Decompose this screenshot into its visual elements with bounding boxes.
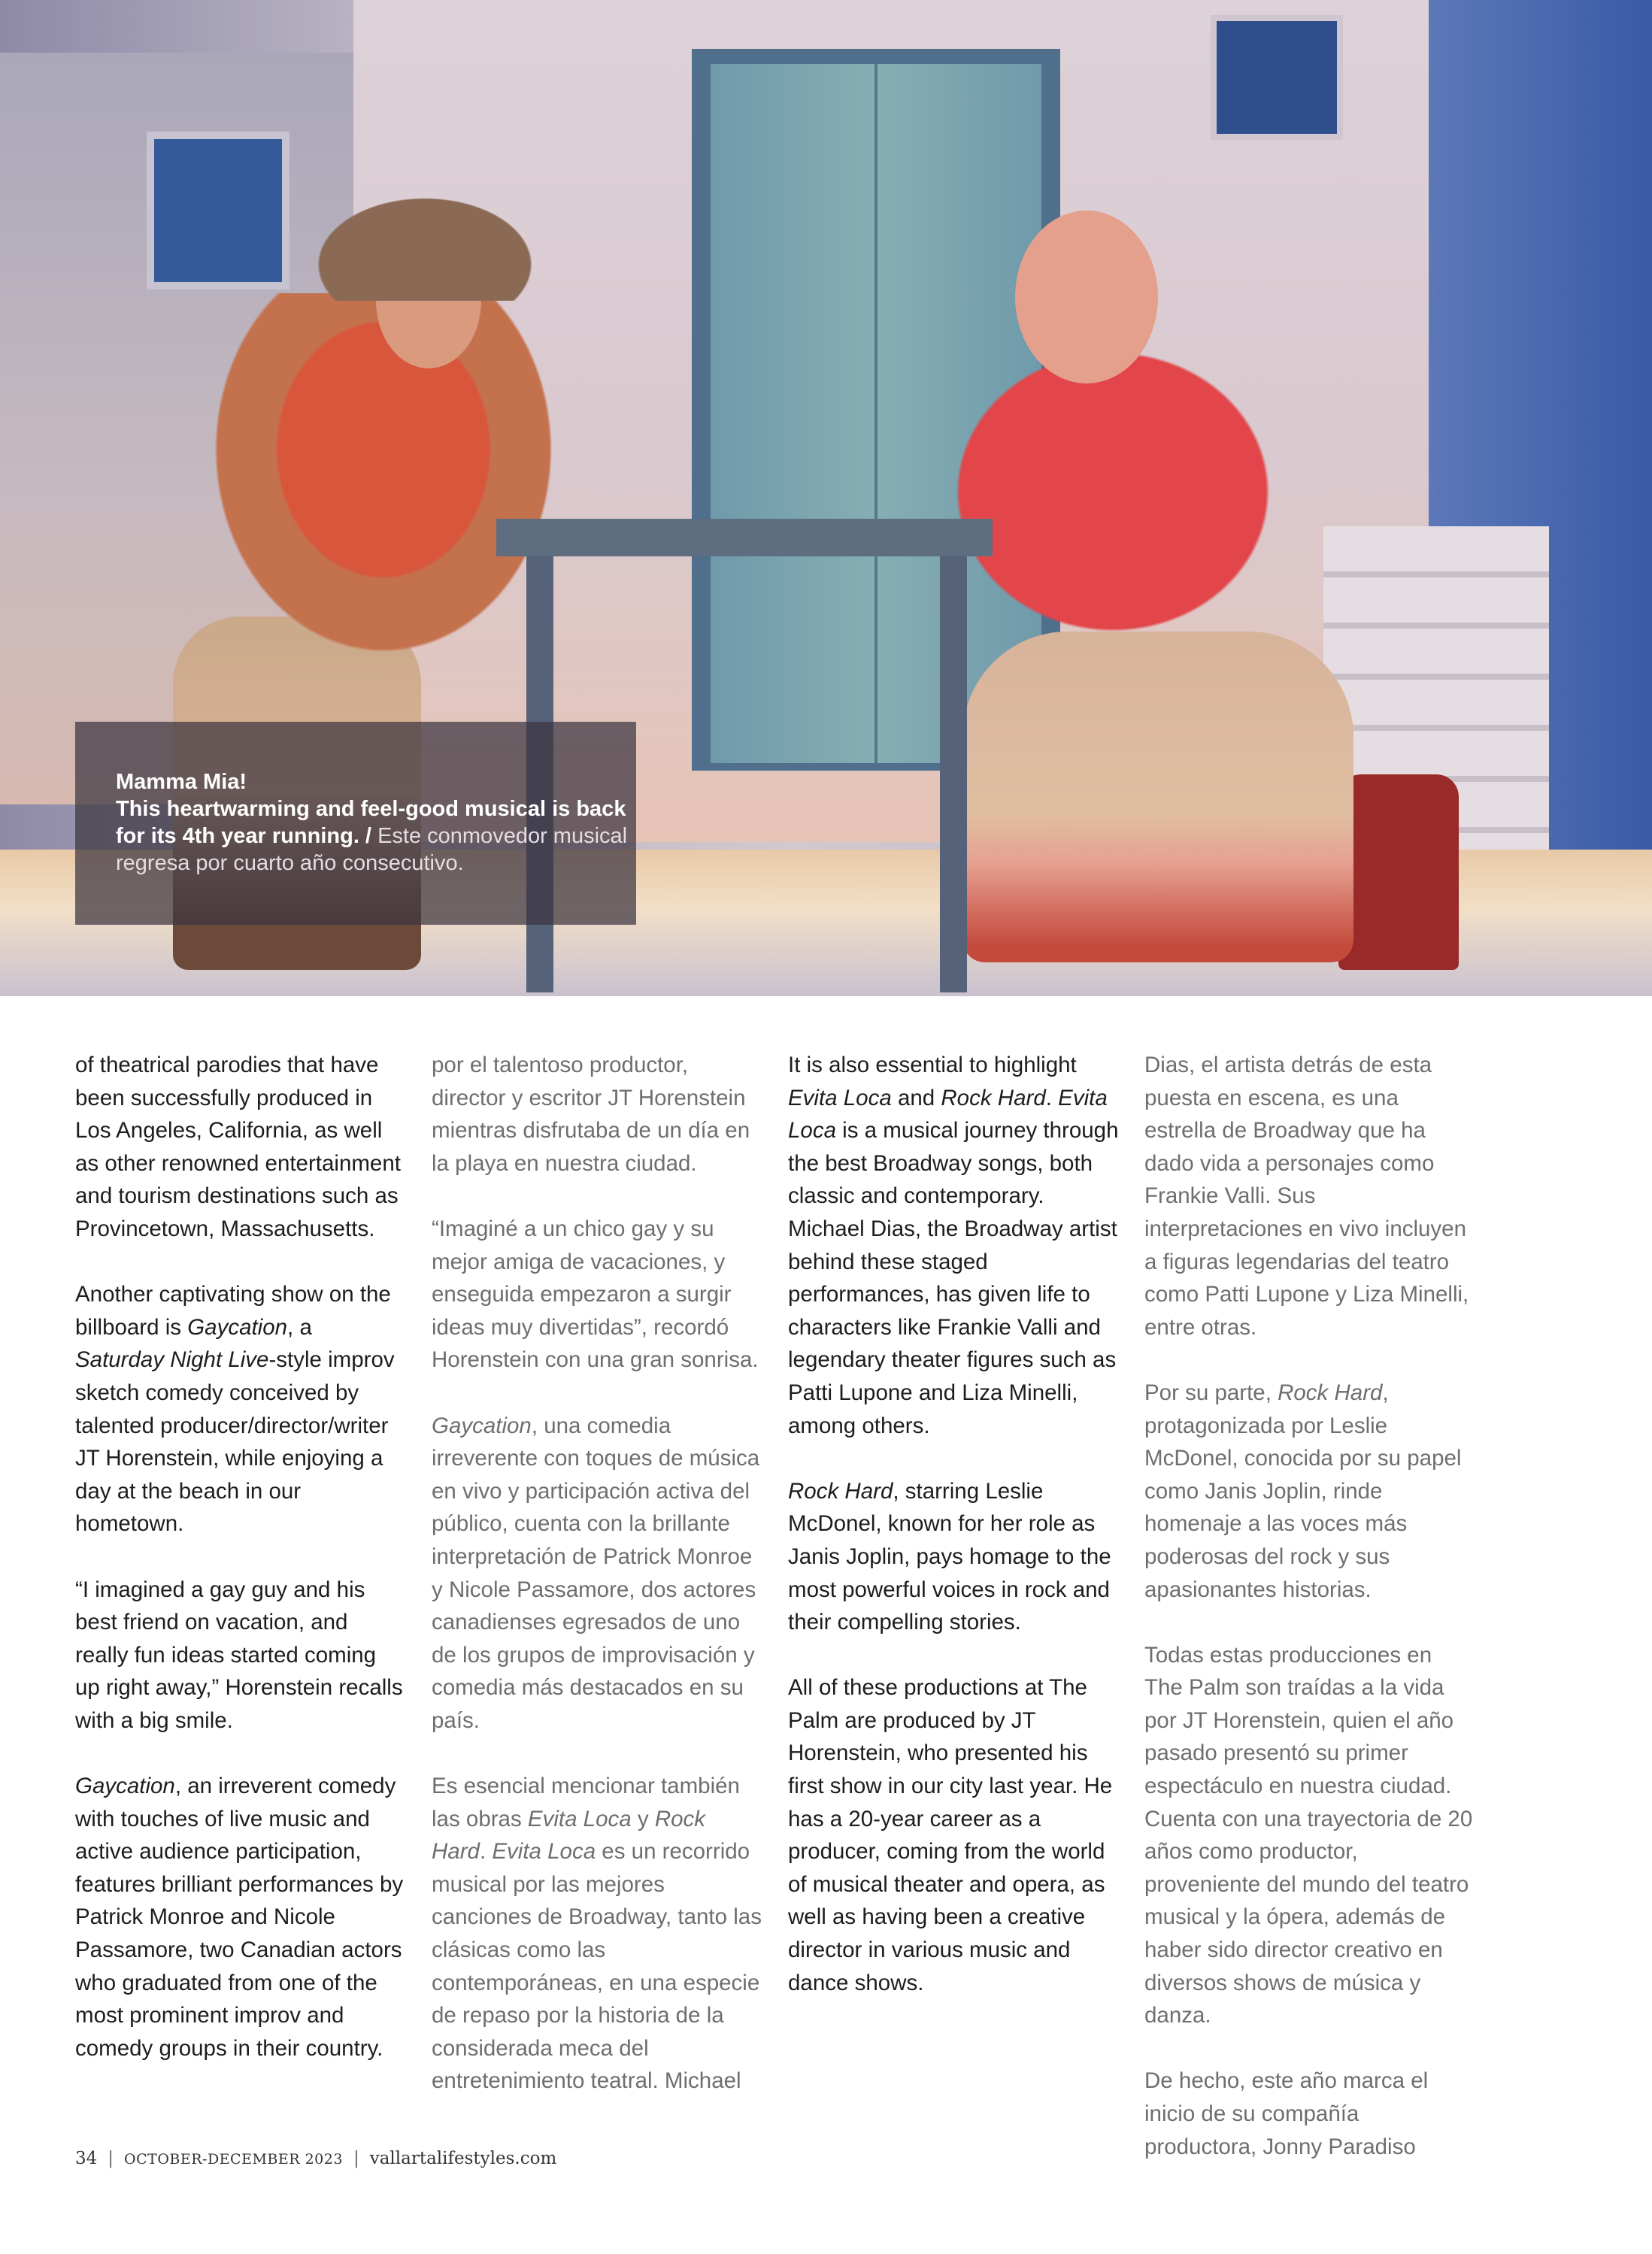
text-run: -style improv sketch comedy conceived by talented producer/director/writer JT Horenstein, while enjoying a day at the beach in our hometown. [75, 1347, 395, 1537]
paragraph [75, 1770, 406, 2065]
paragraph: De hecho, este año marca el inicio de su compañía productora, Jonny Paradiso [1144, 2068, 1429, 2159]
issue-period: OCTOBER-DECEMBER 2023 [124, 2151, 343, 2168]
caption-title: Mamma Mia! [116, 770, 247, 794]
show-title: Gaycation [75, 1774, 175, 1799]
paragraph: “Imaginé a un chico gay y su mejor amiga de vacaciones, y enseguida empezaron a surgir ideas muy divertidas”, recordó Horenstein con una gran sonrisa. [432, 1216, 759, 1373]
article-column-4 [1144, 1049, 1475, 2163]
paragraph [788, 1049, 1119, 1442]
photo-caption [75, 722, 636, 925]
show-title: Saturday Night Live [75, 1347, 269, 1373]
table-top [496, 519, 993, 556]
red-bag [1338, 774, 1459, 970]
website-link[interactable]: vallartalifestyles.com [369, 2149, 557, 2168]
article-column-3 [788, 1049, 1119, 1999]
article-column-1 [75, 1049, 406, 2065]
text-run: is a musical journey through the best Broadway songs, both classic and contemporary. Michael Dias, the Broadway artist behind these staged performances, has given life to characters like Frankie Valli and legendary theater figures such as Patti Lupone and Liza Minelli, among others. [788, 1118, 1119, 1438]
show-title: Evita Loca [527, 1806, 632, 1831]
text-run: , a [287, 1314, 312, 1340]
page-footer [75, 2149, 556, 2168]
actor-right-head [1015, 211, 1158, 383]
paragraph [75, 1278, 406, 1541]
paragraph: of theatrical parodies that have been successfully produced in Los Angeles, California, as well as other renowned entertainment and tourism destinations such as Provincetown, Massachusetts. [75, 1053, 401, 1241]
show-title: Rock Hard [941, 1085, 1046, 1110]
text-run: Por su parte, [1144, 1380, 1278, 1405]
show-title: Evita Loca [788, 1085, 1108, 1144]
paragraph [432, 1410, 762, 1737]
text-run: Another captivating show on the billboard is [75, 1282, 391, 1340]
paragraph [788, 1475, 1119, 1639]
article-column-2 [432, 1049, 762, 2098]
paragraph: Dias, el artista detrás de esta puesta en escena, es una estrella de Broadway que ha dado vida a personajes como Frankie Valli. Sus interpretaciones en vivo incluyen a figuras legendarias del teatro como Patti Lupone y Liza Minelli, entre otras. [1144, 1053, 1469, 1340]
show-title: Rock Hard [1278, 1380, 1383, 1405]
footer-separator: | [108, 2149, 114, 2168]
text-run: Es esencial mencionar también las obras [432, 1774, 740, 1831]
text-run: y [631, 1806, 655, 1831]
text-run: It is also essential to highlight [788, 1053, 1077, 1077]
text-run: . [1045, 1085, 1059, 1110]
caption-english: This heartwarming and feel-good musical is back for its 4th year running. / [116, 797, 626, 848]
paragraph: por el talentoso productor, director y escritor JT Horenstein mientras disfrutaba de un día en la playa en nuestra ciudad. [432, 1053, 750, 1176]
show-title: Evita Loca [788, 1085, 892, 1110]
footer-separator: | [353, 2149, 359, 2168]
stage-window [1211, 15, 1343, 140]
show-title: Rock Hard [432, 1806, 706, 1865]
show-title: Evita Loca [492, 1839, 596, 1865]
paragraph: “I imagined a gay guy and his best friend on vacation, and really fun ideas started coming up right away,” Horenstein recalls with a big smile. [75, 1577, 403, 1733]
cowboy-hat [289, 180, 560, 301]
show-title: Gaycation [187, 1314, 288, 1340]
text-run: and [891, 1085, 941, 1110]
paragraph [432, 1770, 762, 2098]
paragraph [1144, 1377, 1475, 1606]
show-title: Rock Hard [788, 1478, 893, 1504]
text-run: . [479, 1839, 493, 1865]
paragraph: All of these productions at The Palm are produced by JT Horenstein, who presented his first show in our city last year. He has a 20-year career as a producer, coming from the world of musical theater and opera, as well as having been a creative director in various music and dance shows. [788, 1675, 1113, 1995]
text-run: , starring Leslie McDonel, known for her role as Janis Joplin, pays homage to the most powerful voices in rock and their compelling stories. [788, 1478, 1111, 1635]
page-number: 34 [75, 2149, 98, 2168]
caption-spanish: Este conmovedor musical regresa por cuarto año consecutivo. [116, 824, 628, 875]
text-run: es un recorrido musical por las mejores canciones de Broadway, tanto las clásicas como las contemporáneas, en una especie de repaso por la historia de la considerada meca del entretenimiento teatral. Michael [432, 1839, 762, 2094]
text-run: , una comedia irreverente con toques de música en vivo y participación activa del público, cuenta con la brillante interpretación de Patrick Monroe y Nicole Passamore, dos actores canadienses egresados de uno de los grupos de improvisación y comedia más destacados en su país. [432, 1413, 760, 1733]
actor-left [188, 293, 579, 684]
show-title: Gaycation [432, 1413, 532, 1438]
text-run: , an irreverent comedy with touches of live music and active audience participation, features brilliant performances by Patrick Monroe and Nicole Passamore, two Canadian actors who graduated from one of the most prominent improv and comedy groups in their country. [75, 1774, 404, 2061]
stage-window [147, 132, 289, 289]
table-leg [940, 556, 967, 992]
paragraph: Todas estas producciones en The Palm son traídas a la vida por JT Horenstein, quien el año pasado presentó su primer espectáculo en nuestra ciudad. Cuenta con una trayectoria de 20 años como productor, proveniente del mundo del teatro musical y la ópera, además de haber sido director creativo en diversos shows de música y danza. [1144, 1642, 1473, 2028]
text-run: , protagonizada por Leslie McDonel, conocida por su papel como Janis Joplin, rinde homenaje a las voces más poderosas del rock y sus apasionantes historias. [1144, 1380, 1462, 1602]
